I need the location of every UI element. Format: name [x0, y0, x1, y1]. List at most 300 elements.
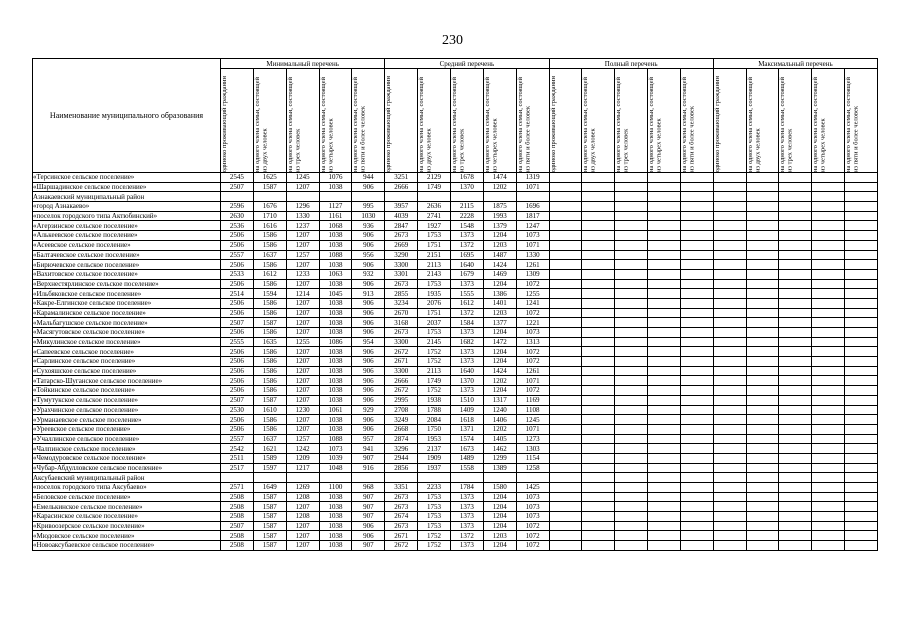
- settlement-name: «Карамалинское сельское поселение»: [33, 308, 221, 318]
- cell-empty: [680, 289, 713, 299]
- cell-empty: [549, 337, 582, 347]
- cell-min: 906: [352, 231, 385, 241]
- cell-mid: 2037: [418, 318, 451, 328]
- settlement-name: «Терсинское сельское поселение»: [33, 173, 221, 183]
- cell-min: 906: [352, 386, 385, 396]
- cell-min: 1625: [253, 173, 286, 183]
- cell-empty: [582, 521, 615, 531]
- table-row: [33, 240, 878, 250]
- cell-min: 1038: [319, 347, 352, 357]
- settlement-name: «Урахчинское сельское поселение»: [33, 405, 221, 415]
- cell-empty: [746, 221, 779, 231]
- cell-min: 1586: [253, 357, 286, 367]
- cell-empty: [582, 502, 615, 512]
- table-row: [33, 444, 878, 454]
- cell-mid: 1373: [450, 541, 483, 551]
- cell-empty: [680, 512, 713, 522]
- cell-empty: [812, 531, 845, 541]
- cell-min: 1038: [319, 531, 352, 541]
- table-row: [33, 512, 878, 522]
- cell-empty: [680, 405, 713, 415]
- column-subheader-label: на одного члена семьи, состоящей из пяти и более человек: [680, 77, 696, 172]
- cell-min: 1637: [253, 250, 286, 260]
- cell-empty: [779, 202, 812, 212]
- cell-mid: 1273: [516, 434, 549, 444]
- cell-empty: [845, 463, 878, 473]
- cell-min: 1587: [253, 512, 286, 522]
- cell-mid: 2741: [418, 211, 451, 221]
- cell-empty: [713, 221, 746, 231]
- cell-empty: [582, 415, 615, 425]
- cell-mid: 1409: [450, 405, 483, 415]
- cell-empty: [615, 434, 648, 444]
- table-row: [33, 521, 878, 531]
- cell-mid: 3251: [385, 173, 418, 183]
- cell-empty: [648, 337, 681, 347]
- cell-empty: [812, 289, 845, 299]
- cell-min: 1586: [253, 415, 286, 425]
- cell-min: 1038: [319, 502, 352, 512]
- cell-min: 913: [352, 289, 385, 299]
- cell-mid: 1204: [483, 386, 516, 396]
- cell-empty: [549, 531, 582, 541]
- cell-empty: [845, 318, 878, 328]
- cell-empty: [680, 415, 713, 425]
- cell-mid: 2671: [385, 531, 418, 541]
- cell-mid: 1245: [516, 415, 549, 425]
- cell-min: 1255: [286, 337, 319, 347]
- cell-empty: [812, 502, 845, 512]
- column-subheader-label: на одного члена семьи, состоящей из четырех человек: [648, 77, 663, 172]
- cell-empty: [648, 405, 681, 415]
- cell-empty: [779, 512, 812, 522]
- cell-empty: [615, 492, 648, 502]
- cell-mid: 2673: [385, 328, 418, 338]
- cell-empty: [746, 289, 779, 299]
- cell-empty: [582, 240, 615, 250]
- cell-empty: [615, 289, 648, 299]
- cell-mid: 1937: [418, 463, 451, 473]
- cell-empty: [746, 318, 779, 328]
- cell-mid: 1071: [516, 424, 549, 434]
- cell-empty: [680, 386, 713, 396]
- cell-empty: [286, 473, 319, 483]
- cell-empty: [680, 502, 713, 512]
- cell-empty: [680, 473, 713, 483]
- cell-empty: [779, 405, 812, 415]
- district-section-row: [33, 473, 878, 483]
- settlement-name: «Шаршадинское сельское поселение»: [33, 182, 221, 192]
- cell-mid: 1469: [483, 269, 516, 279]
- cell-empty: [713, 483, 746, 493]
- cell-empty: [713, 405, 746, 415]
- cell-empty: [746, 269, 779, 279]
- cell-min: 2506: [221, 240, 254, 250]
- settlement-name: «Чубар-Абдулловское сельское поселение»: [33, 463, 221, 473]
- cell-empty: [812, 173, 845, 183]
- cell-mid: 1071: [516, 376, 549, 386]
- cell-empty: [582, 453, 615, 463]
- cell-empty: [648, 502, 681, 512]
- cell-empty: [648, 231, 681, 241]
- cell-empty: [845, 386, 878, 396]
- cell-min: 1710: [253, 211, 286, 221]
- cell-mid: 1370: [450, 182, 483, 192]
- cell-empty: [713, 240, 746, 250]
- cell-empty: [221, 192, 254, 202]
- cell-mid: 1072: [516, 521, 549, 531]
- cell-empty: [483, 192, 516, 202]
- table-row: [33, 250, 878, 260]
- cell-min: 1587: [253, 502, 286, 512]
- column-subheader-label: одиноко проживающий гражданин: [385, 75, 393, 172]
- cell-empty: [615, 366, 648, 376]
- cell-empty: [812, 328, 845, 338]
- settlement-name: «Уреевское сельское поселение»: [33, 424, 221, 434]
- cell-mid: 1072: [516, 279, 549, 289]
- cell-empty: [418, 473, 451, 483]
- cell-empty: [615, 202, 648, 212]
- cell-empty: [746, 298, 779, 308]
- cell-min: 1237: [286, 221, 319, 231]
- cell-min: 1038: [319, 424, 352, 434]
- cell-empty: [648, 260, 681, 270]
- column-subheader: [516, 69, 549, 173]
- cell-empty: [549, 260, 582, 270]
- cell-min: 2508: [221, 531, 254, 541]
- cell-empty: [746, 502, 779, 512]
- cell-min: 1594: [253, 289, 286, 299]
- cell-empty: [615, 308, 648, 318]
- cell-empty: [779, 298, 812, 308]
- cell-min: 1127: [319, 202, 352, 212]
- cell-empty: [746, 260, 779, 270]
- cell-empty: [779, 473, 812, 483]
- cell-empty: [648, 298, 681, 308]
- cell-empty: [615, 386, 648, 396]
- cell-empty: [845, 173, 878, 183]
- table-row: [33, 502, 878, 512]
- cell-min: 1610: [253, 405, 286, 415]
- settlement-name: «Карасинское сельское поселение»: [33, 512, 221, 522]
- cell-mid: 1580: [483, 483, 516, 493]
- settlement-name: «Урманаевское сельское поселение»: [33, 415, 221, 425]
- cell-empty: [779, 192, 812, 202]
- cell-empty: [812, 463, 845, 473]
- cell-empty: [582, 279, 615, 289]
- cell-empty: [648, 192, 681, 202]
- table-row: [33, 453, 878, 463]
- cell-empty: [648, 492, 681, 502]
- cell-min: 1586: [253, 298, 286, 308]
- cell-mid: 1935: [418, 289, 451, 299]
- cell-empty: [845, 453, 878, 463]
- cell-empty: [746, 192, 779, 202]
- cell-empty: [648, 395, 681, 405]
- cell-empty: [713, 328, 746, 338]
- cell-empty: [648, 386, 681, 396]
- cell-empty: [713, 192, 746, 202]
- cell-mid: 1372: [450, 308, 483, 318]
- cell-mid: 2673: [385, 279, 418, 289]
- settlement-name: «Учаллинское сельское поселение»: [33, 434, 221, 444]
- table-row: [33, 415, 878, 425]
- cell-empty: [746, 347, 779, 357]
- column-subheader: [779, 69, 812, 173]
- district-name: Азнакаевский муниципальный район: [33, 192, 221, 202]
- cell-empty: [845, 395, 878, 405]
- cell-min: 2596: [221, 202, 254, 212]
- cell-empty: [680, 463, 713, 473]
- cell-min: 1038: [319, 328, 352, 338]
- cell-min: 1207: [286, 531, 319, 541]
- table-row: [33, 318, 878, 328]
- column-subheader-label: на одного члена семьи, состоящей из трех человек: [615, 77, 630, 172]
- cell-mid: 1204: [483, 231, 516, 241]
- cell-mid: 2228: [450, 211, 483, 221]
- cell-empty: [549, 182, 582, 192]
- cell-mid: 1424: [483, 260, 516, 270]
- cell-empty: [812, 444, 845, 454]
- cell-empty: [746, 308, 779, 318]
- cell-mid: 2076: [418, 298, 451, 308]
- cell-empty: [549, 289, 582, 299]
- cell-empty: [779, 260, 812, 270]
- cell-empty: [713, 269, 746, 279]
- cell-mid: 2670: [385, 308, 418, 318]
- cell-min: 944: [352, 173, 385, 183]
- cell-min: 1207: [286, 240, 319, 250]
- cell-empty: [549, 376, 582, 386]
- cell-min: 906: [352, 531, 385, 541]
- cell-min: 1207: [286, 424, 319, 434]
- settlement-name: «Чалпинское сельское поселение»: [33, 444, 221, 454]
- cell-empty: [713, 279, 746, 289]
- column-subheader-label: на одного члена семьи, состоящей из трех человек: [779, 77, 794, 172]
- page-number: 230: [442, 33, 463, 48]
- column-subheader: [549, 69, 582, 173]
- cell-empty: [713, 444, 746, 454]
- cell-mid: 1612: [450, 298, 483, 308]
- cell-min: 1207: [286, 376, 319, 386]
- cell-min: 1207: [286, 347, 319, 357]
- cell-min: 2630: [221, 211, 254, 221]
- cell-mid: 3300: [385, 366, 418, 376]
- cell-empty: [615, 483, 648, 493]
- cell-empty: [582, 347, 615, 357]
- cell-mid: 1202: [483, 376, 516, 386]
- cell-empty: [680, 521, 713, 531]
- settlement-name: «Балтачевское сельское поселение»: [33, 250, 221, 260]
- cell-mid: 2855: [385, 289, 418, 299]
- cell-empty: [615, 541, 648, 551]
- cell-min: 1207: [286, 386, 319, 396]
- cell-empty: [713, 211, 746, 221]
- cell-min: 1587: [253, 395, 286, 405]
- cell-empty: [648, 221, 681, 231]
- cell-min: 2506: [221, 366, 254, 376]
- cell-min: 906: [352, 521, 385, 531]
- cell-mid: 1313: [516, 337, 549, 347]
- cell-min: 2506: [221, 231, 254, 241]
- cell-min: 906: [352, 357, 385, 367]
- cell-empty: [549, 357, 582, 367]
- cell-empty: [648, 279, 681, 289]
- cell-empty: [615, 337, 648, 347]
- cell-min: 1586: [253, 366, 286, 376]
- cell-empty: [549, 269, 582, 279]
- cell-empty: [680, 202, 713, 212]
- cell-min: 995: [352, 202, 385, 212]
- cell-mid: 1319: [516, 173, 549, 183]
- cell-min: 1587: [253, 541, 286, 551]
- column-subheader: [418, 69, 451, 173]
- cell-empty: [352, 473, 385, 483]
- cell-empty: [648, 240, 681, 250]
- cell-empty: [713, 376, 746, 386]
- cell-empty: [680, 211, 713, 221]
- cell-empty: [779, 328, 812, 338]
- cell-empty: [582, 269, 615, 279]
- cell-mid: 1673: [450, 444, 483, 454]
- cell-empty: [549, 444, 582, 454]
- cell-empty: [549, 308, 582, 318]
- cell-min: 1038: [319, 492, 352, 502]
- cell-min: 1616: [253, 221, 286, 231]
- cell-empty: [549, 463, 582, 473]
- cell-mid: 1379: [483, 221, 516, 231]
- cell-min: 906: [352, 279, 385, 289]
- settlement-name: «Беловское сельское поселение»: [33, 492, 221, 502]
- cell-min: 1209: [286, 453, 319, 463]
- cell-empty: [746, 376, 779, 386]
- cell-empty: [812, 434, 845, 444]
- column-subheader: [221, 69, 254, 173]
- cell-empty: [812, 473, 845, 483]
- cell-empty: [845, 231, 878, 241]
- cell-empty: [845, 424, 878, 434]
- cell-mid: 1425: [516, 483, 549, 493]
- cell-empty: [812, 386, 845, 396]
- table-row: [33, 260, 878, 270]
- cell-empty: [516, 473, 549, 483]
- cell-min: 2506: [221, 415, 254, 425]
- cell-mid: 1752: [418, 531, 451, 541]
- cell-empty: [648, 473, 681, 483]
- cell-empty: [779, 250, 812, 260]
- cell-empty: [746, 386, 779, 396]
- cell-min: 1038: [319, 182, 352, 192]
- cell-mid: 1938: [418, 395, 451, 405]
- cell-empty: [746, 424, 779, 434]
- cell-empty: [582, 250, 615, 260]
- cell-mid: 1750: [418, 424, 451, 434]
- cell-mid: 1462: [483, 444, 516, 454]
- cell-empty: [845, 289, 878, 299]
- cell-empty: [648, 463, 681, 473]
- cell-empty: [680, 492, 713, 502]
- cell-mid: 3290: [385, 250, 418, 260]
- cell-mid: 2151: [418, 250, 451, 260]
- cell-empty: [812, 521, 845, 531]
- cell-empty: [450, 473, 483, 483]
- column-subheader-label: на одного члена семьи, состоящей из пяти и более человек: [352, 77, 367, 172]
- cell-mid: 1204: [483, 521, 516, 531]
- cell-mid: 2856: [385, 463, 418, 473]
- settlement-name: «Тойкинское сельское поселение»: [33, 386, 221, 396]
- cell-min: 956: [352, 250, 385, 260]
- cell-min: 2507: [221, 395, 254, 405]
- column-subheader: [253, 69, 286, 173]
- cell-mid: 1204: [483, 347, 516, 357]
- cell-empty: [680, 260, 713, 270]
- cell-min: 1635: [253, 337, 286, 347]
- cell-mid: 3957: [385, 202, 418, 212]
- settlement-name: «Сарлинское сельское поселение»: [33, 357, 221, 367]
- cell-mid: 2145: [418, 337, 451, 347]
- settlement-name: «Емелькинское сельское поселение»: [33, 502, 221, 512]
- cell-empty: [615, 231, 648, 241]
- cell-min: 1242: [286, 444, 319, 454]
- settlement-name: «Мюдовское сельское поселение»: [33, 531, 221, 541]
- cell-min: 1586: [253, 424, 286, 434]
- column-subheader: [483, 69, 516, 173]
- cell-min: 1586: [253, 240, 286, 250]
- cell-empty: [549, 405, 582, 415]
- cell-empty: [680, 250, 713, 260]
- cell-min: 1586: [253, 386, 286, 396]
- cell-empty: [680, 541, 713, 551]
- cell-empty: [582, 337, 615, 347]
- cell-min: 1296: [286, 202, 319, 212]
- cell-mid: 1071: [516, 240, 549, 250]
- cell-mid: 1370: [450, 376, 483, 386]
- cell-empty: [615, 347, 648, 357]
- cell-min: 2545: [221, 173, 254, 183]
- cell-empty: [648, 541, 681, 551]
- district-section-row: [33, 192, 878, 202]
- cell-empty: [779, 463, 812, 473]
- cell-empty: [779, 492, 812, 502]
- cell-mid: 1749: [418, 376, 451, 386]
- cell-empty: [779, 366, 812, 376]
- cell-mid: 1640: [450, 260, 483, 270]
- cell-min: 1207: [286, 279, 319, 289]
- cell-mid: 1108: [516, 405, 549, 415]
- column-subheader: [746, 69, 779, 173]
- cell-mid: 1753: [418, 492, 451, 502]
- cell-empty: [845, 337, 878, 347]
- cell-empty: [516, 192, 549, 202]
- cell-empty: [713, 182, 746, 192]
- settlement-name: «Асеевское сельское поселение»: [33, 240, 221, 250]
- cell-mid: 1406: [483, 415, 516, 425]
- cell-empty: [845, 328, 878, 338]
- cell-empty: [713, 260, 746, 270]
- column-subheader: [680, 69, 713, 173]
- cell-empty: [779, 279, 812, 289]
- cell-empty: [746, 250, 779, 260]
- column-subheader: [385, 69, 418, 173]
- table-row: [33, 357, 878, 367]
- cell-min: 2506: [221, 298, 254, 308]
- cell-mid: 1784: [450, 483, 483, 493]
- cell-empty: [713, 298, 746, 308]
- cell-mid: 1487: [483, 250, 516, 260]
- cell-empty: [615, 444, 648, 454]
- cell-empty: [779, 308, 812, 318]
- cell-mid: 2995: [385, 395, 418, 405]
